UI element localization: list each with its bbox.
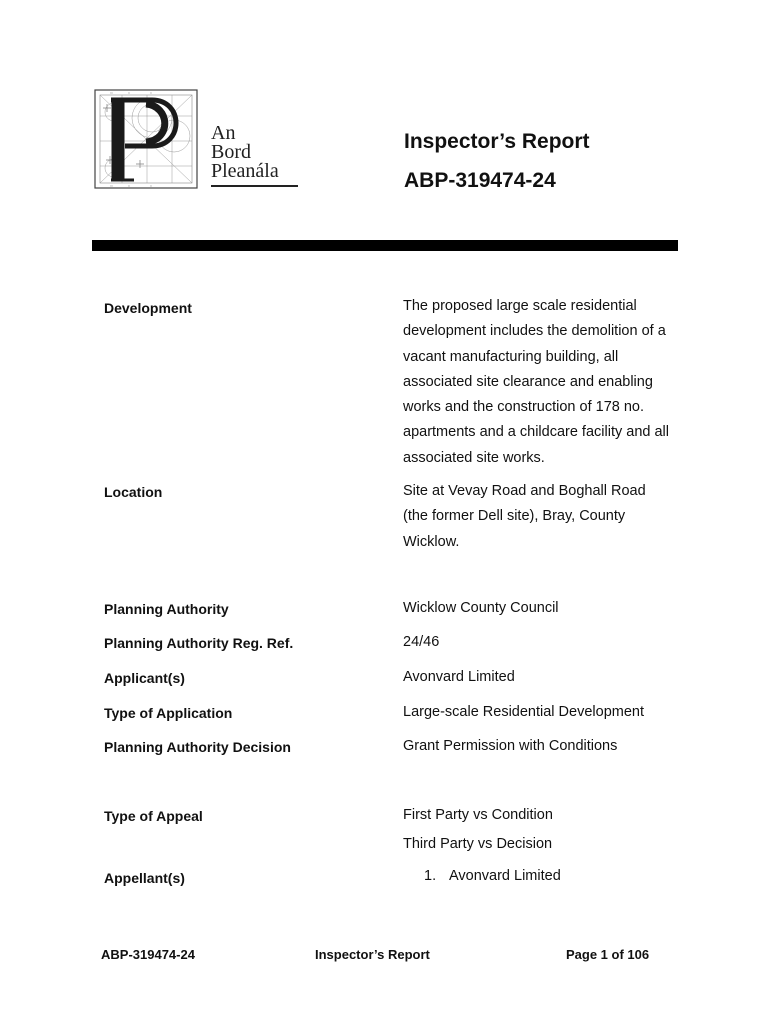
header-divider xyxy=(92,240,678,251)
type-of-appeal-value-2: Third Party vs Decision xyxy=(403,836,553,852)
development-label: Development xyxy=(104,300,192,316)
type-of-appeal-value-1: First Party vs Condition xyxy=(403,807,553,823)
report-reference: ABP-319474-24 xyxy=(404,169,556,192)
svg-text:n: n xyxy=(150,183,152,188)
decision-label: Planning Authority Decision xyxy=(104,739,291,755)
reg-ref-label: Planning Authority Reg. Ref. xyxy=(104,635,294,651)
type-of-application-label: Type of Application xyxy=(104,705,233,721)
footer-reference: ABP-319474-24 xyxy=(101,947,195,962)
footer-title: Inspector’s Report xyxy=(315,947,430,962)
logo-line-2: Bord xyxy=(211,141,251,163)
type-of-appeal-label: Type of Appeal xyxy=(104,808,203,824)
svg-text:m: m xyxy=(110,90,114,95)
location-value: Site at Vevay Road and Boghall Road (the former Dell site), Bray, County Wicklow. xyxy=(403,483,646,550)
location-label: Location xyxy=(104,484,163,500)
type-of-application-value: Large-scale Residential Development xyxy=(403,704,644,720)
logo-line-1: An xyxy=(211,122,236,144)
applicants-label: Applicant(s) xyxy=(104,670,185,686)
footer-page-number: Page 1 of 106 xyxy=(566,947,650,962)
decision-value: Grant Permission with Conditions xyxy=(403,738,618,754)
svg-text:n: n xyxy=(150,90,152,95)
logo-underline xyxy=(211,185,298,187)
appellant-list-number: 1. xyxy=(424,868,437,884)
development-value: The proposed large scale residential development includes the demolition of a vacant manufacturing building, all associated site clearance and enabling works and the construction of 178 no. apartments and a childcare facility and all associated site works. xyxy=(403,298,669,466)
applicants-value: Avonvard Limited xyxy=(403,669,515,685)
svg-text:m: m xyxy=(110,183,114,188)
planning-authority-value: Wicklow County Council xyxy=(403,600,559,616)
svg-text:n: n xyxy=(128,183,130,188)
reg-ref-value: 24/46 xyxy=(403,634,440,650)
appellants-label: Appellant(s) xyxy=(104,870,185,886)
svg-text:n: n xyxy=(128,90,130,95)
logo-wordmark xyxy=(211,124,279,181)
report-title: Inspector’s Report xyxy=(404,130,590,153)
appellant-list-item: Avonvard Limited xyxy=(449,868,561,884)
logo-line-3: Pleanála xyxy=(211,160,279,182)
planning-authority-label: Planning Authority xyxy=(104,601,229,617)
